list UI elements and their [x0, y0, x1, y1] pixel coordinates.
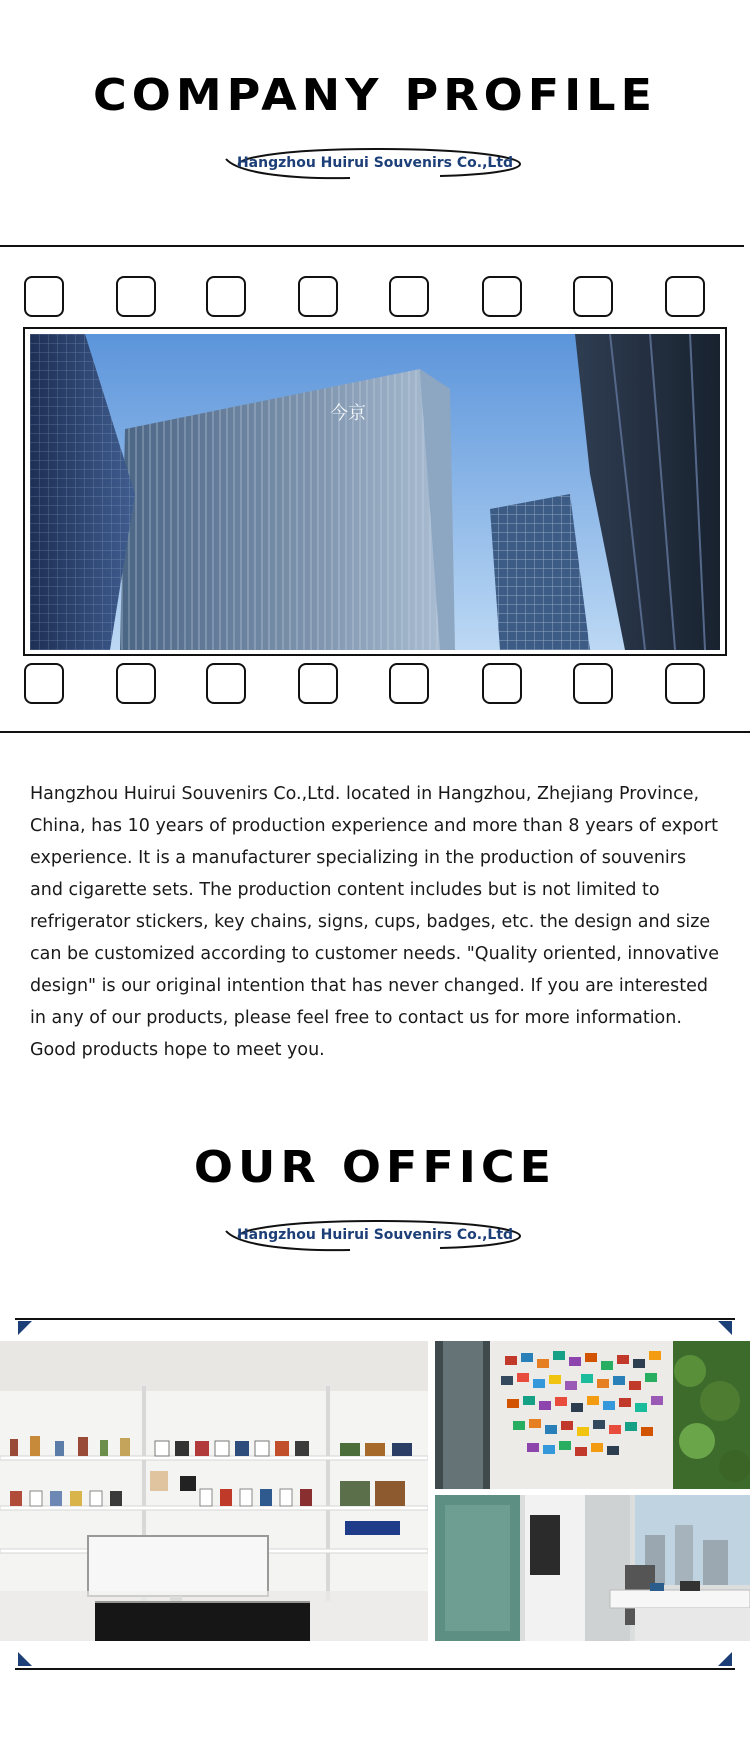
company-description: Hangzhou Huirui Souvenirs Co.,Ltd. located in Hangzhou, Zhejiang Province, China, has 10 years of production experience and more than 8 years of export experience. It is a manufacturer specializing in the production of souvenirs and cigarette sets. The production content includes but is not limited to refrigerator stickers, key chains, signs, cups, badges, etc. the design and size can be customized according to customer needs. "Quality oriented, innovative design" is our original intention that has never changed. If you are interested in any of our products, please feel free to contact us for more information. Good products hope to meet you.	[30, 784, 720, 1060]
sprocket-hole	[665, 663, 705, 704]
sprocket-hole	[298, 276, 338, 317]
sprocket-hole	[206, 276, 246, 317]
sprocket-hole	[116, 663, 156, 704]
sprocket-hole	[573, 276, 613, 317]
sprocket-hole	[24, 276, 64, 317]
sprocket-hole	[482, 276, 522, 317]
film-frame	[23, 327, 727, 656]
corner-accent-icon	[18, 1321, 32, 1335]
office-company-badge	[220, 1217, 530, 1257]
company-profile-title: COMPANY PROFILE	[92, 69, 658, 121]
sprocket-hole	[482, 663, 522, 704]
office-desk-photo	[435, 1495, 750, 1641]
office-company-badge-text: Hangzhou Huirui Souvenirs Co.,Ltd	[236, 1227, 514, 1243]
corner-accent-icon	[718, 1321, 732, 1335]
sprocket-hole	[24, 663, 64, 704]
magnet-wall-photo	[435, 1341, 750, 1489]
svg-text:今京: 今京	[330, 403, 366, 424]
corner-accent-icon	[718, 1652, 732, 1666]
sprocket-hole	[116, 276, 156, 317]
sprocket-hole	[206, 663, 246, 704]
sprocket-hole	[389, 276, 429, 317]
our-office-title: OUR OFFICE	[193, 1141, 557, 1193]
gallery-bottom-line	[15, 1668, 735, 1670]
showroom-shelves-photo	[0, 1341, 428, 1641]
filmstrip-top-line	[0, 245, 744, 247]
filmstrip-bottom-line	[0, 731, 750, 733]
sprocket-hole	[298, 663, 338, 704]
gallery-top-line	[15, 1318, 735, 1320]
office-building-photo	[30, 334, 720, 650]
sprocket-hole	[573, 663, 613, 704]
sprocket-hole	[665, 276, 705, 317]
building-illustration	[30, 334, 720, 650]
company-badge-text: Hangzhou Huirui Souvenirs Co.,Ltd	[236, 155, 514, 171]
corner-accent-icon	[18, 1652, 32, 1666]
company-badge	[220, 145, 530, 185]
sprocket-hole	[389, 663, 429, 704]
